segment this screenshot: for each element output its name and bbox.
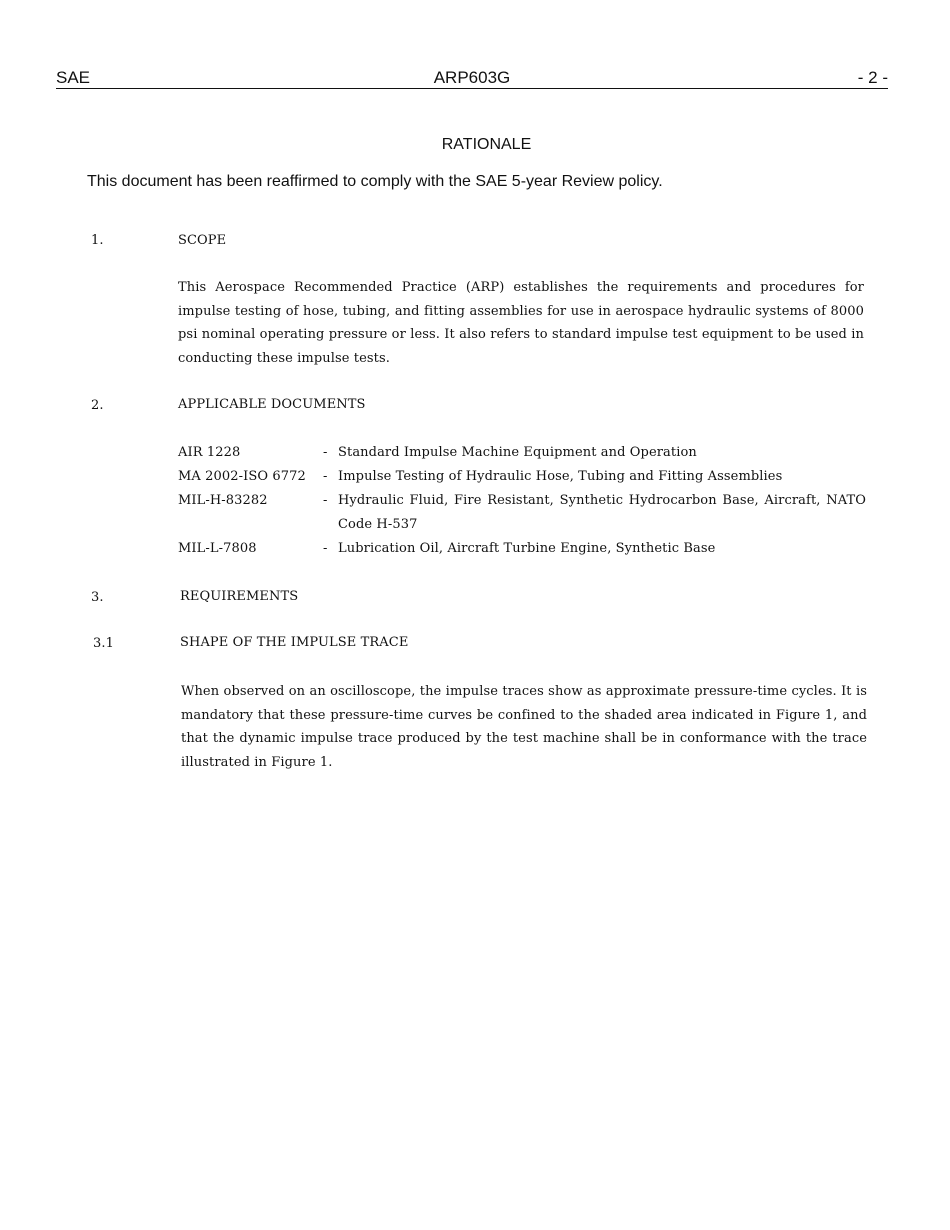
page-header (56, 68, 888, 89)
requirements-title: REQUIREMENTS (180, 589, 299, 604)
rationale-text: This document has been reaffirmed to comply with the SAE 5-year Review policy. (87, 173, 663, 190)
doc-dash: - (323, 469, 328, 484)
doc-desc: Lubrication Oil, Aircraft Turbine Engine, Synthetic Base (338, 541, 716, 556)
applicable-number: 2. (91, 398, 104, 413)
doc-desc: Impulse Testing of Hydraulic Hose, Tubing and Fitting Assemblies (338, 469, 783, 484)
shape-title: SHAPE OF THE IMPULSE TRACE (180, 635, 409, 650)
rationale-title: RATIONALE (441, 136, 532, 153)
header-org: SAE (56, 68, 91, 87)
requirements-number: 3. (91, 590, 104, 605)
shape-text: When observed on an oscilloscope, the impulse traces show as approximate pressure-time cycles. It is mandatory that these pressure-time curves be confined to the shaded area indicated in Figure 1, and that the dynamic impulse trace produced by the test machine shall be in conformance with the trace illustrated in Figure 1. (181, 684, 867, 771)
doc-desc: Standard Impulse Machine Equipment and Operation (338, 445, 697, 460)
doc-dash: - (323, 445, 328, 460)
doc-desc: Hydraulic Fluid, Fire Resistant, Synthetic Hydrocarbon Base, Aircraft, NATO Code H-537 (338, 493, 866, 532)
doc-row (178, 441, 866, 465)
doc-id: MIL-H-83282 (178, 493, 268, 508)
doc-row (178, 465, 866, 489)
scope-title: SCOPE (178, 233, 227, 248)
applicable-title: APPLICABLE DOCUMENTS (178, 397, 366, 412)
header-page-number: - 2 - (857, 68, 888, 87)
doc-dash: - (323, 541, 328, 556)
header-doc-number: ARP603G (433, 68, 511, 87)
doc-dash: - (323, 493, 328, 508)
doc-row (178, 489, 866, 537)
scope-text: This Aerospace Recommended Practice (ARP) establishes the requirements and procedures for impulse testing of hose, tubing, and fitting assemblies for use in aerospace hydraulic systems of 8000 psi nominal operating pressure or less. It also refers to standard impulse test equipment to be used in conducting these impulse tests. (178, 280, 864, 367)
scope-number: 1. (91, 233, 104, 248)
doc-id: AIR 1228 (178, 445, 241, 460)
doc-row (178, 537, 866, 561)
doc-id: MIL-L-7808 (178, 541, 257, 556)
doc-id: MA 2002-ISO 6772 (178, 469, 306, 484)
shape-number: 3.1 (93, 636, 114, 651)
